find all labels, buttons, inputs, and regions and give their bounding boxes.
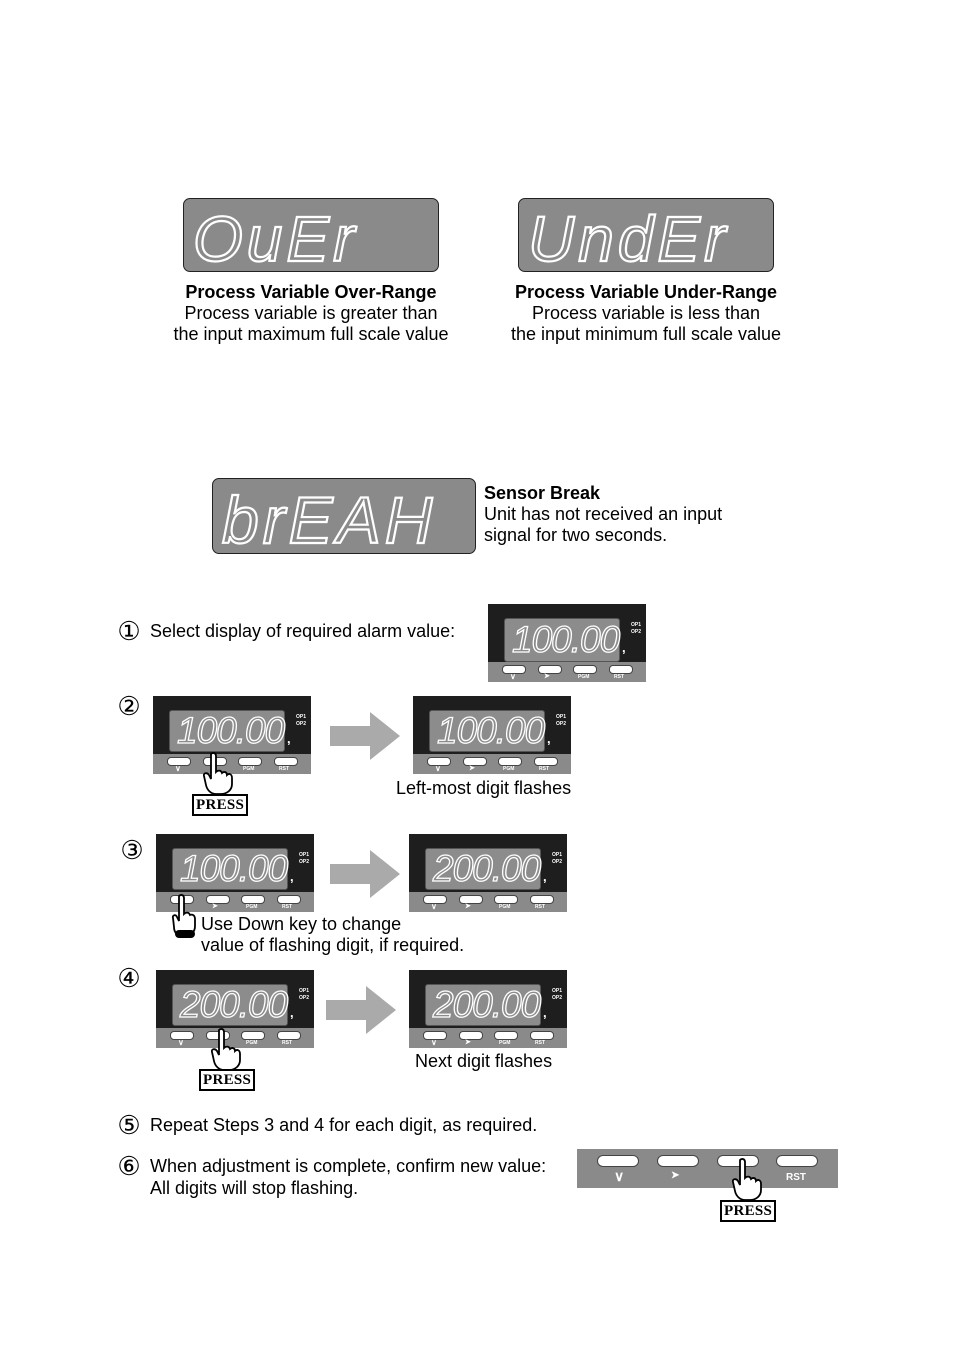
pgm-key[interactable] [238, 757, 262, 766]
under-range-title: Process Variable Under-Range [514, 282, 778, 302]
step-3-caption-line2: value of flashing digit, if required. [201, 935, 465, 955]
sensor-break-readout: brEAH [222, 483, 437, 551]
pgm-key-label: PGM [578, 674, 590, 680]
press-label: PRESS [720, 1200, 776, 1222]
press-label: PRESS [192, 794, 248, 816]
annunciator-op2: OP2 [631, 629, 642, 635]
step-5-number: ⑤ [117, 1110, 141, 1140]
rst-key[interactable] [530, 895, 554, 904]
meter-readout: 200.00 [433, 848, 541, 889]
under-range-line1: Process variable is less than [531, 303, 761, 323]
annunciator-op1: OP1 [631, 622, 642, 628]
pointing-hand-icon [199, 752, 239, 796]
step-3-number: ③ [120, 835, 144, 865]
pgm-key-label: PGM [499, 904, 511, 910]
rst-key[interactable] [274, 757, 298, 766]
under-range-line2: the input minimum full scale value [510, 324, 782, 344]
step-3-caption-line1: Use Down key to change [201, 914, 402, 934]
down-key-label: ∨ [431, 1038, 437, 1047]
over-range-line2: the input maximum full scale value [173, 324, 449, 344]
right-key-label: ➤ [212, 903, 218, 910]
annunciator-op2: OP2 [299, 859, 310, 865]
right-key-label: ➤ [465, 1039, 471, 1046]
sensor-break-title: Sensor Break [484, 483, 601, 503]
press-label: PRESS [199, 1069, 255, 1091]
meter-readout: 100.00 [180, 848, 288, 889]
annunciator-op2: OP2 [296, 721, 307, 727]
step-1-number: ① [117, 616, 141, 646]
right-key[interactable] [459, 895, 483, 904]
meter-readout: 200.00 [180, 984, 288, 1025]
under-range-readout-svg [525, 201, 767, 269]
step-5-text: Repeat Steps 3 and 4 for each digit, as required. [150, 1115, 538, 1135]
step-6-number: ⑥ [117, 1151, 141, 1181]
right-arrow-icon [330, 712, 400, 760]
down-key-label: ∨ [178, 1038, 184, 1047]
step-6-text-line1: When adjustment is complete, confirm new value: [150, 1156, 547, 1176]
annunciator-op2: OP2 [299, 995, 310, 1001]
rst-key[interactable] [530, 1031, 554, 1040]
step-4-meter-before: 200.00 OP1 OP2 , ∨ PGM RST [156, 970, 314, 1048]
annunciator-op1: OP1 [296, 714, 307, 720]
rst-key-label: RST [535, 1040, 545, 1046]
under-range-readout: UndEr [528, 203, 730, 269]
annunciator-op2: OP2 [552, 859, 563, 865]
step-2-meter-before: 100.00 OP1 OP2 , ∨ PGM RST [153, 696, 311, 774]
pgm-key[interactable] [498, 757, 522, 766]
pgm-key-label: PGM [246, 1040, 258, 1046]
annunciator-op2: OP2 [556, 721, 567, 727]
step-3-meter-after: 200.00 OP1 OP2 , ∨ ➤ PGM RST [409, 834, 567, 912]
over-range-display [183, 198, 439, 272]
rst-key[interactable] [277, 1031, 301, 1040]
step-2-caption: Left-most digit flashes [396, 778, 572, 798]
pgm-key[interactable] [573, 665, 597, 674]
meter-readout: 100.00 [437, 710, 545, 751]
under-range-caption [486, 282, 806, 345]
rst-key[interactable] [277, 895, 301, 904]
rst-key-label: RST [786, 1172, 806, 1183]
step-2-meter-after: 100.00 OP1 OP2 , ∨ ➤ PGM RST [413, 696, 571, 774]
annunciator-op1: OP1 [556, 714, 567, 720]
down-key-label: ∨ [510, 672, 516, 681]
step-2-number: ② [117, 691, 141, 721]
right-key[interactable] [206, 895, 230, 904]
down-key-label: ∨ [431, 902, 437, 911]
right-arrow-icon [326, 986, 396, 1034]
pointing-hand-icon [207, 1028, 247, 1072]
pointing-hand-icon [728, 1158, 768, 1204]
annunciator-op1: OP1 [299, 988, 310, 994]
pgm-key[interactable] [241, 895, 265, 904]
sensor-break-caption [484, 483, 784, 546]
rst-key-label: RST [279, 766, 289, 772]
right-key-label: ➤ [465, 903, 471, 910]
sensor-break-line1: Unit has not received an input [484, 504, 723, 524]
meter-readout: 100.00 [512, 619, 620, 660]
meter-readout: 200.00 [433, 984, 541, 1025]
right-key[interactable] [463, 757, 487, 766]
meter-readout: 100.00 [177, 710, 285, 751]
right-key[interactable] [657, 1155, 699, 1167]
rst-key-label: RST [539, 766, 549, 772]
pgm-key-label: PGM [503, 766, 515, 772]
sensor-break-display [212, 478, 476, 554]
down-key[interactable] [597, 1155, 639, 1167]
right-arrow-icon [330, 850, 400, 898]
step-4-caption: Next digit flashes [415, 1051, 553, 1071]
right-key[interactable] [538, 665, 562, 674]
down-key-label: ∨ [435, 764, 441, 773]
rst-key[interactable] [534, 757, 558, 766]
pgm-key-label: PGM [246, 904, 258, 910]
step-4-number: ④ [117, 963, 141, 993]
down-key-label: ∨ [175, 764, 181, 773]
right-key-label: ➤ [469, 765, 475, 772]
sensor-break-line2: signal for two seconds. [484, 525, 668, 545]
right-key-label: ➤ [544, 673, 550, 680]
annunciator-op1: OP1 [299, 852, 310, 858]
annunciator-op1: OP1 [552, 852, 563, 858]
step-6-text-line2: All digits will stop flashing. [150, 1178, 359, 1198]
annunciator-op2: OP2 [552, 995, 563, 1001]
rst-key[interactable] [609, 665, 633, 674]
under-range-display [518, 198, 774, 272]
over-range-caption [150, 282, 472, 345]
over-range-title: Process Variable Over-Range [185, 282, 437, 302]
rst-key-label: RST [282, 1040, 292, 1046]
step-1-text: Select display of required alarm value: [150, 621, 456, 641]
rst-key-label: RST [282, 904, 292, 910]
pgm-key-label: PGM [499, 1040, 511, 1046]
rst-key-label: RST [614, 674, 624, 680]
keypad-strip [577, 1149, 838, 1188]
over-range-line1: Process variable is greater than [184, 303, 438, 323]
down-key-label: ∨ [614, 1168, 625, 1184]
pgm-key-label: PGM [243, 766, 255, 772]
right-key-label: ➤ [671, 1170, 680, 1181]
rst-key[interactable] [776, 1155, 818, 1167]
pgm-key[interactable] [494, 895, 518, 904]
over-range-readout-svg [190, 201, 432, 269]
step-1-meter: 100.00 OP1 OP2 , ∨ ➤ PGM RST [488, 604, 646, 682]
step-4-meter-after: 200.00 OP1 OP2 , ∨ ➤ PGM RST [409, 970, 567, 1048]
pointing-hand-icon [170, 894, 200, 940]
rst-key-label: RST [535, 904, 545, 910]
right-key[interactable] [459, 1031, 483, 1040]
sensor-break-readout-svg [219, 481, 469, 551]
pgm-key[interactable] [494, 1031, 518, 1040]
annunciator-op1: OP1 [552, 988, 563, 994]
step-3-meter-before: 100.00 OP1 OP2 , ➤ PGM RST [156, 834, 314, 912]
over-range-readout: OuEr [193, 203, 359, 269]
